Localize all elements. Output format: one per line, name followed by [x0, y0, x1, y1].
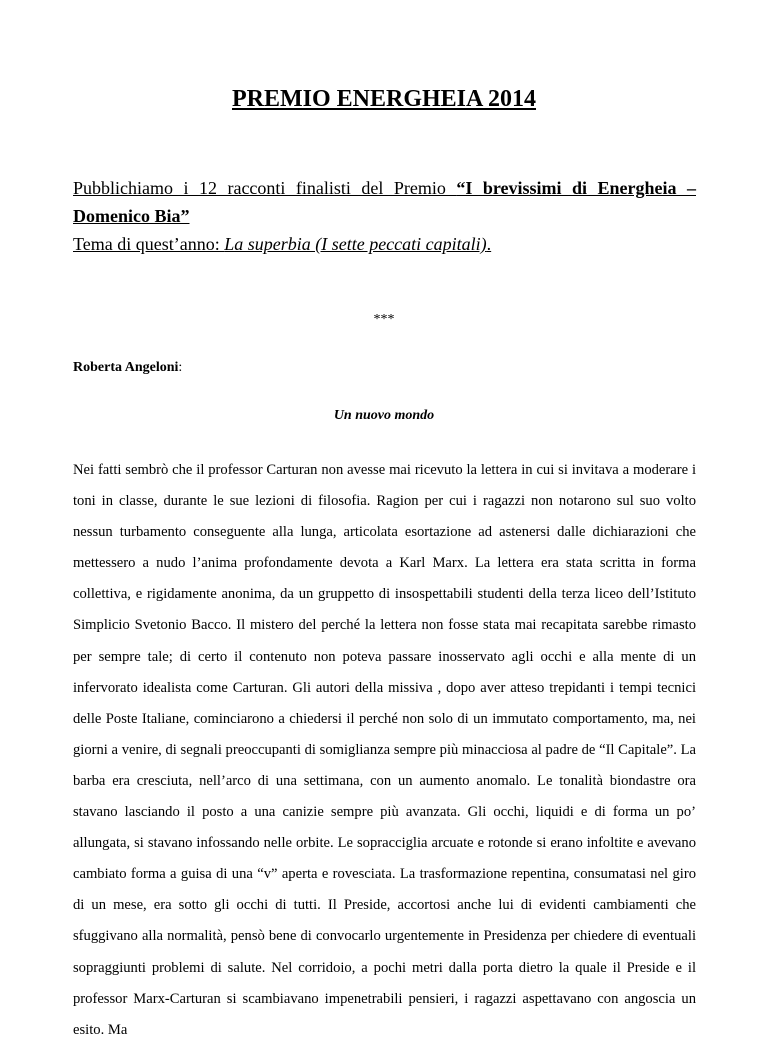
intro-paragraph: [73, 174, 696, 230]
theme-end: .: [486, 234, 492, 254]
page-title: PREMIO ENERGHEIA 2014: [231, 86, 537, 112]
theme-label: Tema di quest’anno:: [73, 234, 225, 254]
author-name: Roberta Angeloni: [73, 360, 179, 375]
story-title: Un nuovo mondo: [333, 408, 435, 423]
story-author: [73, 360, 182, 376]
intro-lead: Pubblichiamo i 12 racconti finalisti del Premio: [73, 178, 457, 198]
prize-name: “I brevissimi di Energheia – Domenico Bia”: [73, 178, 696, 226]
theme-value: La superbia (I sette peccati capitali): [224, 234, 487, 254]
story-body: Nei fatti sembrò che il professor Carturan non avesse mai ricevuto la lettera in cui si invitava a moderare i toni in classe, durante le sue lezioni di filosofia. Ragion per cui i ragazzi non notarono sul suo volto nessun turbamento conseguente alla lunga, articolata esortazione ad astenersi dalle dichiarazioni che mettessero a nudo l’anima profondamente devota a Karl Marx. La lettera era stata scritta in forma collettiva, e rigidamente anonima, da un gruppetto di insospettabili studenti della terza liceo dell’Istituto Simplicio Svetonio Bacco. Il mistero del perché la lettera non fosse stata mai recapitata sarebbe rimasto per sempre tale; di certo il contenuto non poteva passare inosservato agli occhi e alla mente di un infervorato idealista come Carturan. Gli autori della missiva , dopo aver atteso trepidanti i tempi tecnici delle Poste Italiane, cominciarono a chiedersi il perché non solo di un immutato comportamento, ma, nei giorni a venire, di segnali preoccupanti di somiglianza sempre più minacciosa al padre de “Il Capitale”. La barba era cresciuta, nell’arco di una settimana, con un aumento anomalo. Le tonalità biondastre ora stavano lasciando il posto a una canizie sempre più avanzata. Gli occhi, liquidi e di forma un po’ allungata, si stavano infossando nelle orbite. Le sopracciglia arcuate e rotonde si erano infoltite e avevano cambiato forma a guisa di una “v” aperta e rovesciata. La trasformazione repentina, consumatasi nel giro di un mese, era sotto gli occhi di tutti. Il Preside, accortosi anche lui di evidenti cambiamenti che sfuggivano alla normalità, pensò bene di convocarlo urgentemente in Presidenza per chiedere di eventuali sopraggiunti problemi di salute. Nel corridoio, a pochi metri dalla porta dietro la quale il Preside e il professor Marx-Carturan si scambiavano impenetrabili pensieri, i ragazzi aspettavano con angoscia un esito. Ma: [73, 462, 696, 1038]
section-separator: ***: [373, 312, 395, 327]
theme-line: [73, 230, 696, 258]
author-suffix: :: [178, 360, 183, 375]
